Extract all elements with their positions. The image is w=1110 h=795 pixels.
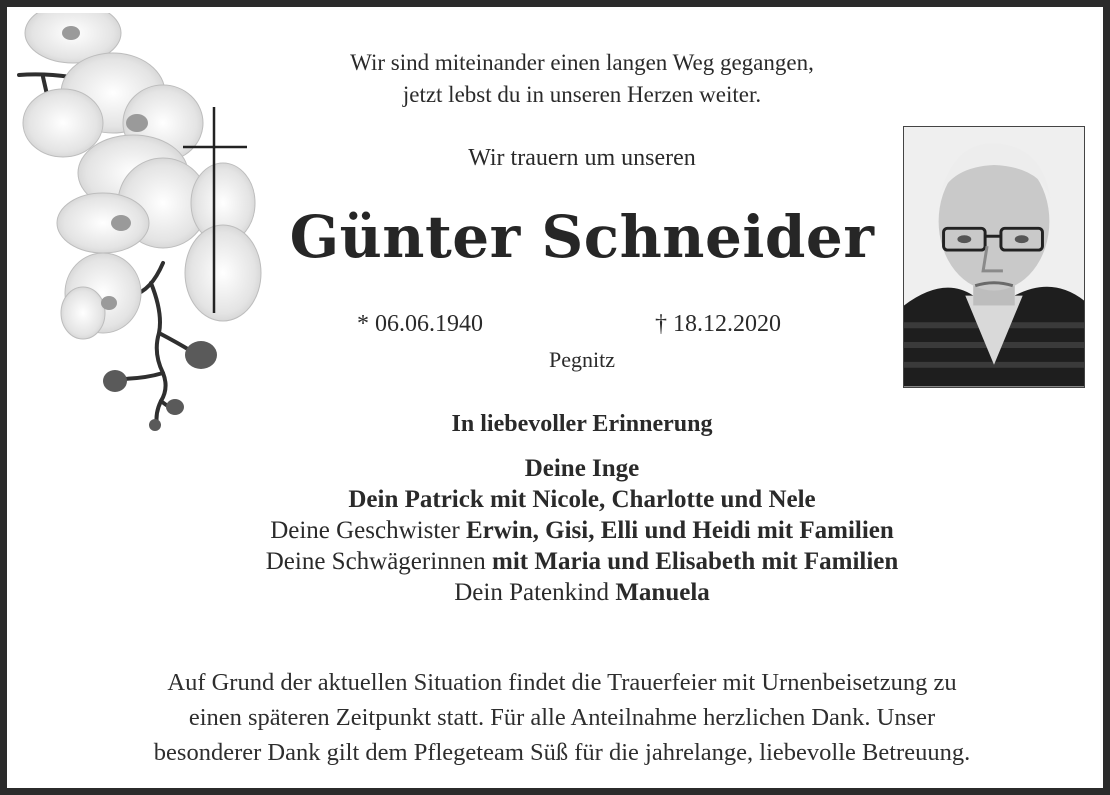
place: Pegnitz [549, 347, 615, 372]
deceased-name: Günter Schneider [289, 203, 875, 271]
verse [167, 47, 997, 111]
closing-line-1: Auf Grund der aktuellen Situation findet die Trauerfeier mit Urnenbeisetzung zu [167, 669, 957, 696]
mourner-line-1: Deine Inge [524, 455, 640, 482]
mourners-list [107, 453, 1057, 608]
mourner-line-3-names: Erwin, Gisi, Elli und Heidi mit Familien [465, 517, 894, 544]
intro-text: Wir trauern um unseren [468, 145, 696, 171]
orchid-buds [103, 341, 217, 431]
birth-date: * 06.06.1940 [357, 311, 483, 337]
closing-text [47, 665, 1077, 770]
closing-line-2: einen späteren Zeitpunkt statt. Für alle Anteilnahme herzlichen Dank. Unser [188, 704, 936, 731]
memory-heading: In liebevoller Erinnerung [451, 411, 713, 437]
verse-line-1: Wir sind miteinander einen langen Weg gegangen, [350, 50, 814, 75]
verse-line-2: jetzt lebst du in unseren Herzen weiter. [402, 82, 762, 107]
mourner-line-3-prefix: Deine Geschwister [270, 517, 466, 544]
death-date: † 18.12.2020 [655, 311, 781, 337]
mourner-line-4-names: mit Maria und Elisabeth mit Familien [492, 548, 899, 575]
mourner-line-2: Dein Patrick mit Nicole, Charlotte und Nele [348, 486, 816, 513]
mourner-line-4 [107, 546, 1057, 577]
closing-line-3: besonderer Dank gilt dem Pflegeteam Süß für die jahrelange, liebevolle Betreuung. [153, 739, 971, 766]
mourner-line-4-prefix: Deine Schwägerinnen [265, 548, 493, 575]
mourner-line-5 [107, 577, 1057, 608]
mourner-line-3 [107, 515, 1057, 546]
mourner-line-5-names: Manuela [615, 579, 710, 606]
mourner-line-5-prefix: Dein Patenkind [454, 579, 616, 606]
